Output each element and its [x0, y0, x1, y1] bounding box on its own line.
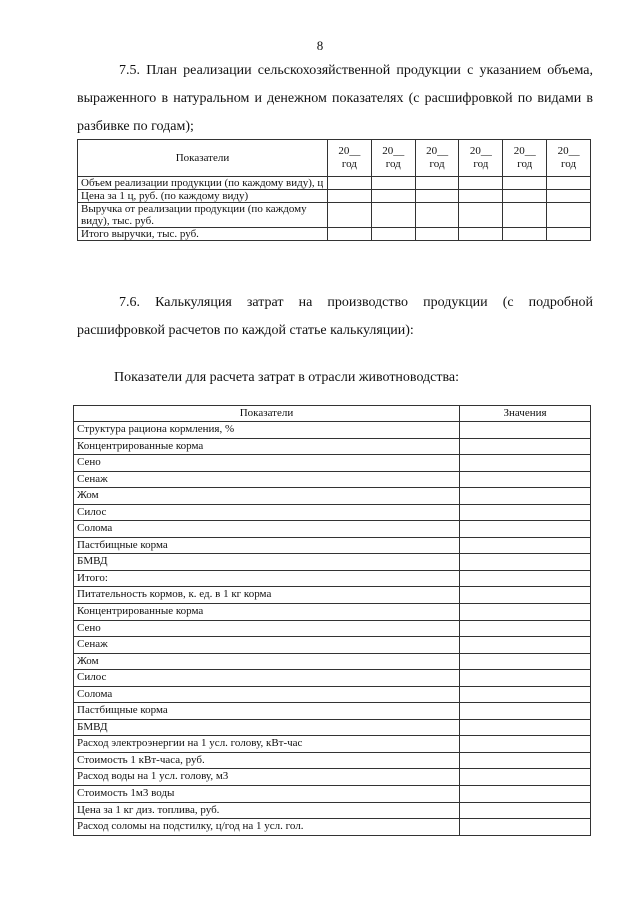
row-label: Питательность кормов, к. ед. в 1 кг корма	[74, 587, 460, 604]
value-cell	[459, 228, 503, 241]
table-row	[74, 422, 591, 439]
value-cell	[371, 228, 415, 241]
table-row	[74, 537, 591, 554]
section-7-6-text: 7.6. Калькуляция затрат на производство продукции (с подробной расшифровкой расчетов по каждой статье калькуляции):	[77, 295, 593, 338]
table-row	[74, 521, 591, 538]
table-row	[78, 203, 591, 228]
row-label: Объем реализации продукции (по каждому виду), ц	[78, 177, 328, 190]
row-label: Стоимость 1м3 воды	[74, 786, 460, 803]
value-cell	[415, 190, 459, 203]
row-label: Расход воды на 1 усл. голову, м3	[74, 769, 460, 786]
value-cell	[460, 504, 591, 521]
table-row	[74, 471, 591, 488]
value-cell	[460, 488, 591, 505]
value-cell	[547, 203, 591, 228]
value-cell	[460, 769, 591, 786]
row-label: Выручка от реализации продукции (по каждому виду), тыс. руб.	[78, 203, 328, 228]
row-label: Силос	[74, 670, 460, 687]
value-cell	[460, 471, 591, 488]
value-cell	[371, 177, 415, 190]
value-cell	[459, 190, 503, 203]
table-row	[74, 504, 591, 521]
value-cell	[371, 190, 415, 203]
row-label: Расход соломы на подстилку, ц/год на 1 усл. гол.	[74, 819, 460, 836]
table-row	[74, 719, 591, 736]
value-cell	[460, 570, 591, 587]
table-row	[74, 653, 591, 670]
value-cell	[460, 802, 591, 819]
page-number: 8	[316, 38, 324, 53]
indicators-header: Показатели	[74, 406, 460, 422]
row-label: Сенаж	[74, 471, 460, 488]
value-cell	[459, 203, 503, 228]
value-cell	[415, 177, 459, 190]
section-7-5-text: 7.5. План реализации сельскохозяйственной продукции с указанием объема, выраженного в натуральном и денежном показателях (с расшифровкой по видами в разбивке по годам);	[77, 63, 593, 134]
row-label: Пастбищные корма	[74, 537, 460, 554]
value-cell	[460, 686, 591, 703]
year-header: 20__ год	[328, 140, 372, 177]
table-row	[74, 686, 591, 703]
row-label: Сено	[74, 455, 460, 472]
table-row	[74, 819, 591, 836]
row-label: Концентрированные корма	[74, 604, 460, 621]
value-cell	[547, 228, 591, 241]
row-label: Цена за 1 ц, руб. (по каждому виду)	[78, 190, 328, 203]
table-row	[74, 802, 591, 819]
table-row	[74, 769, 591, 786]
table-row	[74, 554, 591, 571]
value-cell	[460, 521, 591, 538]
table-row	[78, 228, 591, 241]
table-row	[74, 587, 591, 604]
table-row	[74, 703, 591, 720]
value-cell	[328, 203, 372, 228]
row-label: Солома	[74, 521, 460, 538]
value-cell	[328, 228, 372, 241]
row-label: Жом	[74, 653, 460, 670]
year-header: 20__ год	[415, 140, 459, 177]
value-cell	[460, 736, 591, 753]
row-label: Цена за 1 кг диз. топлива, руб.	[74, 802, 460, 819]
value-cell	[459, 177, 503, 190]
value-cell	[371, 203, 415, 228]
livestock-costs-table	[73, 405, 591, 836]
row-label: Итого выручки, тыс. руб.	[78, 228, 328, 241]
indicators-header: Показатели	[78, 140, 328, 177]
table-row	[74, 786, 591, 803]
year-header: 20__ год	[459, 140, 503, 177]
value-cell	[460, 819, 591, 836]
value-cell	[415, 228, 459, 241]
table-row	[78, 190, 591, 203]
row-label: Жом	[74, 488, 460, 505]
row-label: Солома	[74, 686, 460, 703]
table-row	[78, 177, 591, 190]
row-label: Расход электроэнергии на 1 усл. голову, кВт-час	[74, 736, 460, 753]
value-cell	[503, 228, 547, 241]
value-cell	[460, 604, 591, 621]
value-cell	[460, 422, 591, 439]
row-label: Пастбищные корма	[74, 703, 460, 720]
value-cell	[460, 719, 591, 736]
row-label: БМВД	[74, 554, 460, 571]
row-label: Силос	[74, 504, 460, 521]
value-cell	[460, 620, 591, 637]
year-header: 20__ год	[503, 140, 547, 177]
table-row	[74, 604, 591, 621]
year-header: 20__ год	[371, 140, 415, 177]
row-label: Стоимость 1 кВт-часа, руб.	[74, 752, 460, 769]
value-cell	[460, 537, 591, 554]
value-cell	[460, 653, 591, 670]
table-row	[74, 752, 591, 769]
table-row	[74, 455, 591, 472]
table-row	[74, 736, 591, 753]
table-row	[74, 620, 591, 637]
row-label: Сено	[74, 620, 460, 637]
row-label: Итого:	[74, 570, 460, 587]
livestock-header-row	[74, 406, 591, 422]
livestock-heading: Показатели для расчета затрат в отрасли животноводства:	[114, 370, 460, 385]
row-label: Структура рациона кормления, %	[74, 422, 460, 439]
values-header: Значения	[460, 406, 591, 422]
value-cell	[503, 190, 547, 203]
sales-plan-table	[77, 139, 591, 241]
value-cell	[547, 177, 591, 190]
year-header: 20__ год	[547, 140, 591, 177]
row-label: БМВД	[74, 719, 460, 736]
value-cell	[460, 637, 591, 654]
value-cell	[460, 438, 591, 455]
value-cell	[460, 670, 591, 687]
value-cell	[547, 190, 591, 203]
value-cell	[328, 177, 372, 190]
value-cell	[460, 786, 591, 803]
table-row	[74, 438, 591, 455]
value-cell	[503, 203, 547, 228]
value-cell	[460, 703, 591, 720]
value-cell	[460, 554, 591, 571]
table-row	[74, 570, 591, 587]
table-row	[74, 670, 591, 687]
value-cell	[415, 203, 459, 228]
sales-plan-header-row	[78, 140, 591, 177]
table-row	[74, 637, 591, 654]
table-row	[74, 488, 591, 505]
value-cell	[460, 455, 591, 472]
row-label: Сенаж	[74, 637, 460, 654]
value-cell	[503, 177, 547, 190]
value-cell	[328, 190, 372, 203]
value-cell	[460, 752, 591, 769]
value-cell	[460, 587, 591, 604]
row-label: Концентрированные корма	[74, 438, 460, 455]
